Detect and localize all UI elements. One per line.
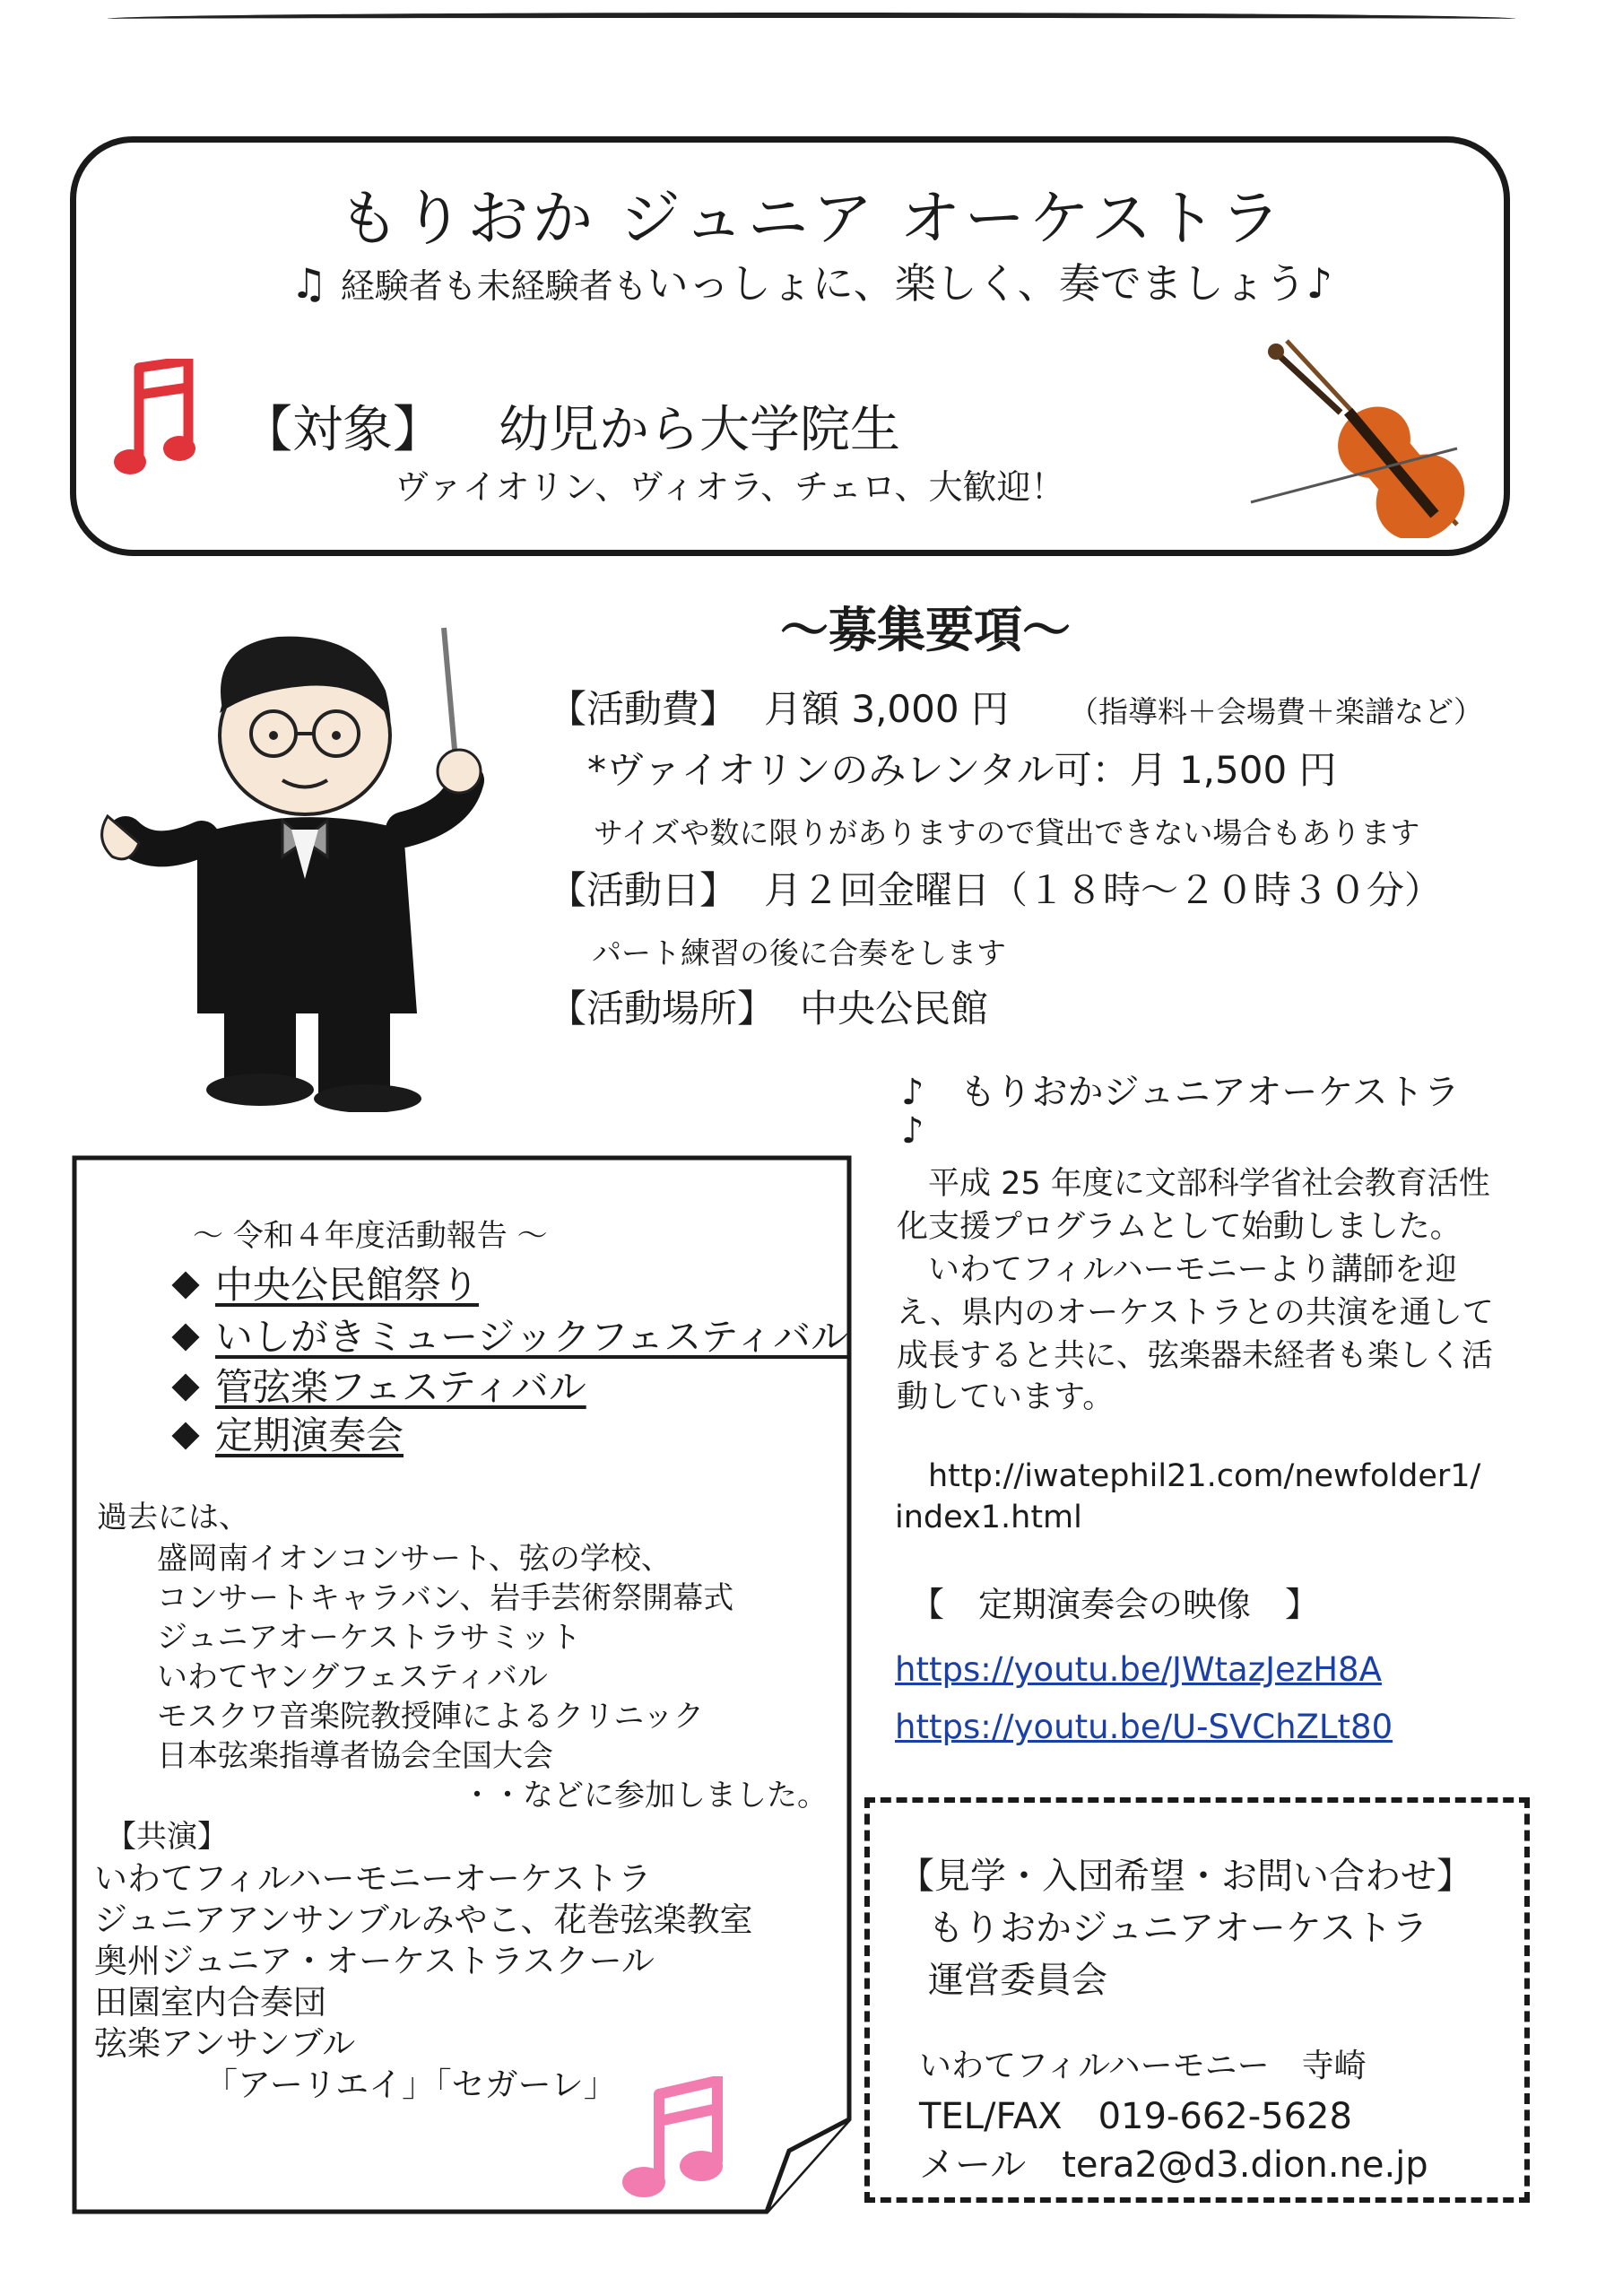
video-heading: 【 定期演奏会の映像 】 [910, 1585, 1320, 1624]
pink-note-icon [619, 2076, 735, 2202]
target-label: 【対象】 [242, 401, 443, 459]
contact-tel: TEL/FAX 019-662-5628 [919, 2096, 1352, 2137]
music-note-icon [112, 359, 202, 484]
past-item: コンサートキャラバン、岩手芸術祭開幕式 [157, 1580, 734, 1616]
about-line: え、県内のオーケストラとの共演を通して [897, 1295, 1494, 1331]
about-line: 成長すると共に、弦楽器未経者も楽しく活 [897, 1338, 1494, 1374]
website-url-cont[interactable]: index1.html [895, 1500, 1082, 1535]
top-edge-line [108, 13, 1515, 25]
subtitle-note: ♫ [290, 259, 328, 308]
about-line: 動しています。 [897, 1379, 1115, 1415]
day-note: パート練習の後に合奏をします [592, 935, 1006, 970]
event-item [170, 1256, 479, 1309]
fee-value: 月額 3,000 円 [764, 687, 1009, 731]
website-url[interactable]: http://iwatephil21.com/newfolder1/ [928, 1458, 1481, 1494]
about-heading: ♪ もりおかジュニアオーケストラ [901, 1072, 1460, 1113]
joint-item: 弦楽アンサンブル [94, 2024, 356, 2063]
event-item [170, 1308, 848, 1361]
contact-org: もりおかジュニアオーケストラ [928, 1908, 1428, 1949]
subtitle-small: 経験者も未経験者も [340, 266, 647, 306]
contact-heading: 【見学・入団希望・お問い合わせ】 [898, 1856, 1472, 1897]
event-item [170, 1358, 586, 1412]
contact-org-sub: 運営委員会 [928, 1960, 1107, 2001]
past-intro: 過去には、 [97, 1500, 249, 1535]
past-item: 盛岡南イオンコンサート、弦の学校、 [157, 1541, 672, 1577]
event-label: 管弦楽フェスティバル [215, 1365, 586, 1409]
joint-item: 「アーリエイ」「セガーレ」 [204, 2066, 617, 2104]
contact-person: いわてフィルハーモニー 寺崎 [919, 2048, 1367, 2084]
subtitle-main: いっしょに、楽しく、奏でましょう♪ [647, 259, 1333, 308]
rental-text: *ヴァイオリンのみレンタル可：月 1,500 円 [587, 748, 1337, 792]
instruments-text: ヴァイオリン、ヴィオラ、チェロ、大歓迎！ [395, 467, 1065, 507]
violin-icon [1242, 332, 1475, 538]
joint-item: いわてフィルハーモニーオーケストラ [94, 1859, 652, 1898]
video-link[interactable]: https://youtu.be/JWtazJezH8A [895, 1650, 1382, 1689]
past-item: モスクワ音楽院教授陣によるクリニック [157, 1699, 704, 1735]
place-label: 【活動場所】 [549, 987, 776, 1031]
about-heading-note: ♪ [901, 1110, 924, 1152]
event-label: 中央公民館祭り [215, 1263, 480, 1307]
subtitle [126, 251, 1497, 310]
joint-label: 【共演】 [106, 1819, 228, 1855]
place-value: 中央公民館 [800, 987, 989, 1031]
day-label: 【活動日】 [549, 868, 738, 912]
past-item: 日本弦楽指導者協会全国大会 [157, 1738, 553, 1774]
contact-mail[interactable]: メール tera2@d3.dion.ne.jp [919, 2144, 1428, 2186]
recruit-title: ～募集要項～ [780, 602, 1071, 658]
page-title: もりおか ジュニア オーケストラ [338, 184, 1285, 255]
joint-item: 奥州ジュニア・オーケストラスクール [94, 1942, 655, 1980]
past-item: いわてヤングフェスティバル [157, 1659, 548, 1695]
past-outro: ・・などに参加しました。 [462, 1778, 828, 1813]
conductor-illustration [90, 610, 520, 1112]
event-label: いしがきミュージックフェスティバル [215, 1315, 849, 1359]
about-line: 化支援プログラムとして始動しました。 [897, 1209, 1462, 1245]
joint-item: ジュニアアンサンブルみやこ、花巻弦楽教室 [94, 1900, 753, 1939]
rental-note: サイズや数に限りがありますので貸出できない場合もあります [594, 815, 1420, 850]
event-label: 定期演奏会 [215, 1413, 404, 1457]
report-title: ～ 令和４年度活動報告 ～ [193, 1218, 548, 1254]
past-item: ジュニアオーケストラサミット [157, 1620, 581, 1656]
about-line: いわてフィルハーモニーより講師を迎 [928, 1252, 1457, 1288]
fee-detail: （指導料＋会場費＋楽譜など） [1069, 694, 1483, 729]
joint-item: 田園室内合奏団 [94, 1983, 326, 2022]
about-line: 平成 25 年度に文部科学省社会教育活性 [928, 1166, 1490, 1202]
day-value: 月２回金曜日（１８時～２０時３０分） [764, 868, 1443, 912]
target-value: 幼児から大学院生 [499, 401, 900, 459]
event-item [170, 1406, 404, 1460]
fee-label: 【活動費】 [549, 687, 738, 731]
video-link[interactable]: https://youtu.be/U-SVChZLt80 [895, 1708, 1393, 1746]
